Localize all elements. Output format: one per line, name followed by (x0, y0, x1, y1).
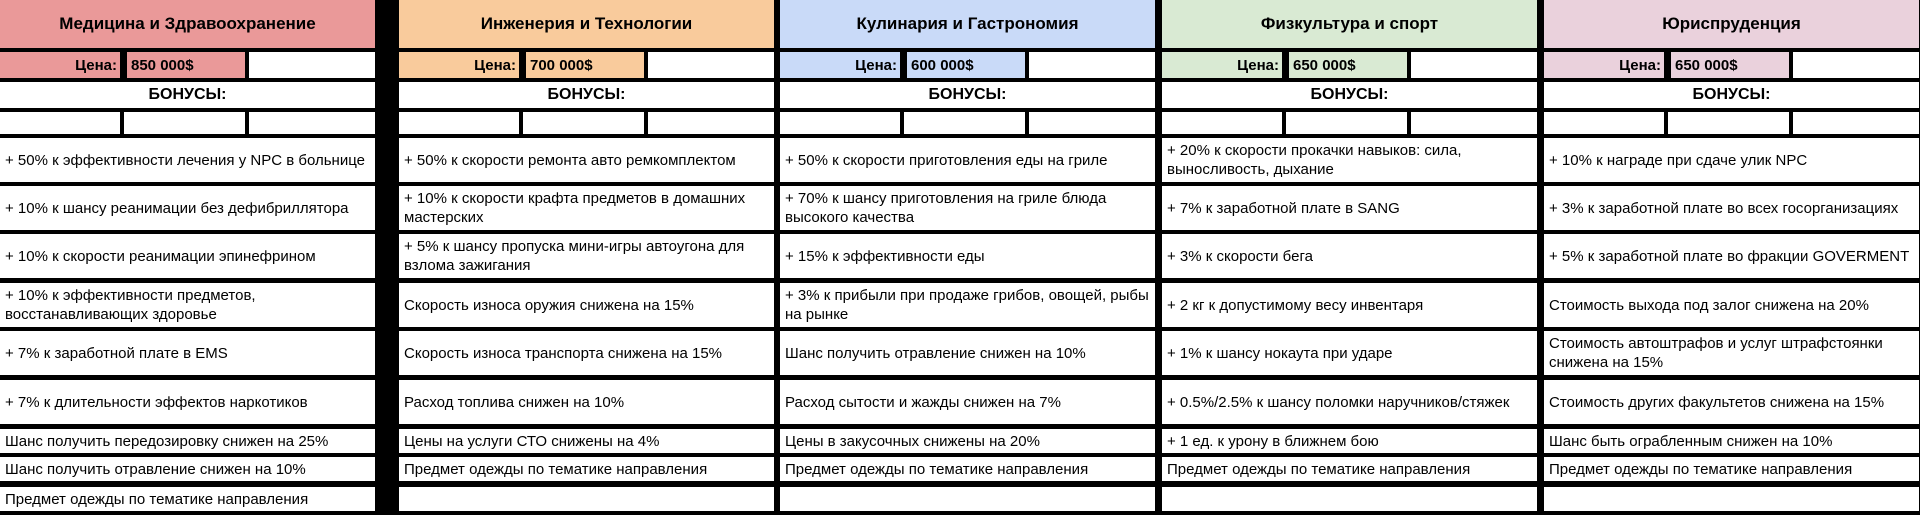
bonus-item: + 20% к скорости прокачки навыков: сила, выносливость, дыхание (1162, 138, 1537, 182)
bonus-item: + 7% к заработной плате в EMS (0, 331, 375, 375)
price-row (0, 52, 375, 78)
bonus-item: Стоимость автоштрафов и услуг штрафстоянки снижена на 15% (1544, 331, 1919, 375)
faculty-column-sport (1162, 0, 1537, 515)
bonus-item: + 10% к скорости крафта предметов в домашних мастерских (399, 186, 774, 230)
bonus-item: + 3% к скорости бега (1162, 234, 1537, 278)
price-label: Цена: (780, 52, 900, 78)
price-row (1162, 52, 1537, 78)
empty-cell (1411, 112, 1537, 134)
price-row (399, 52, 774, 78)
bonus-item: Цены в закусочных снижены на 20% (780, 429, 1155, 453)
bonus-item: + 70% к шансу приготовления на гриле блюда высокого качества (780, 186, 1155, 230)
price-empty-cell (1411, 52, 1537, 78)
bonus-item: Предмет одежды по тематике направления (399, 457, 774, 481)
faculty-header: Кулинария и Гастрономия (780, 0, 1155, 48)
bonus-item: + 0.5%/2.5% к шансу поломки наручников/стяжек (1162, 380, 1537, 424)
price-label: Цена: (0, 52, 120, 78)
bonus-item: Скорость износа оружия снижена на 15% (399, 283, 774, 327)
bonus-item: Расход сытости и жажды снижен на 7% (780, 380, 1155, 424)
bonus-item (1162, 487, 1537, 511)
bonus-item: + 10% к эффективности предметов, восстанавливающих здоровье (0, 283, 375, 327)
bonus-item: + 7% к заработной плате в SANG (1162, 186, 1537, 230)
price-label: Цена: (1544, 52, 1664, 78)
bonus-item: + 3% к прибыли при продаже грибов, овощей, рыбы на рынке (780, 283, 1155, 327)
bonus-item: + 10% к скорости реанимации эпинефрином (0, 234, 375, 278)
price-value: 700 000$ (523, 52, 644, 78)
price-empty-cell (1029, 52, 1155, 78)
empty-cell (1793, 112, 1919, 134)
bonus-item: Шанс быть ограбленным снижен на 10% (1544, 429, 1919, 453)
price-label: Цена: (1162, 52, 1282, 78)
bonus-item: Предмет одежды по тематике направления (1162, 457, 1537, 481)
empty-cell (523, 112, 644, 134)
empty-cell (1029, 112, 1155, 134)
bonus-item: + 50% к эффективности лечения у NPC в больнице (0, 138, 375, 182)
bonus-item: + 5% к шансу пропуска мини-игры автоугона для взлома зажигания (399, 234, 774, 278)
price-value: 650 000$ (1668, 52, 1789, 78)
bonus-heading: БОНУСЫ: (1544, 82, 1919, 108)
bonus-heading: БОНУСЫ: (1162, 82, 1537, 108)
faculty-column-engineering (399, 0, 774, 515)
faculty-column-law (1544, 0, 1919, 515)
bonus-item: Расход топлива снижен на 10% (399, 380, 774, 424)
bonus-item: + 50% к скорости ремонта авто ремкомплектом (399, 138, 774, 182)
empty-cell (0, 112, 120, 134)
price-row (780, 52, 1155, 78)
faculty-column-medicine (0, 0, 375, 515)
faculty-header: Физкультура и спорт (1162, 0, 1537, 48)
faculty-header: Юриспруденция (1544, 0, 1919, 48)
price-empty-cell (249, 52, 375, 78)
faculty-header: Инженерия и Технологии (399, 0, 774, 48)
empty-cell (1286, 112, 1407, 134)
bonus-item: Стоимость выхода под залог снижена на 20% (1544, 283, 1919, 327)
bonus-heading: БОНУСЫ: (399, 82, 774, 108)
bonus-item: Предмет одежды по тематике направления (1544, 457, 1919, 481)
bonus-item (1544, 487, 1919, 511)
bonus-item: Предмет одежды по тематике направления (0, 487, 375, 511)
bonus-item: + 3% к заработной плате во всех госорганизациях (1544, 186, 1919, 230)
price-value: 850 000$ (124, 52, 245, 78)
price-value: 650 000$ (1286, 52, 1407, 78)
bonus-item: + 10% к награде при сдаче улик NPC (1544, 138, 1919, 182)
bonus-item: Шанс получить отравление снижен на 10% (780, 331, 1155, 375)
empty-cell (1544, 112, 1664, 134)
price-label: Цена: (399, 52, 519, 78)
bonus-item: + 2 кг к допустимому весу инвентаря (1162, 283, 1537, 327)
bonus-item: + 15% к эффективности еды (780, 234, 1155, 278)
bonus-item (399, 487, 774, 511)
bonus-item: + 1 ед. к урону в ближнем бою (1162, 429, 1537, 453)
bonus-item: + 50% к скорости приготовления еды на гриле (780, 138, 1155, 182)
empty-cell (780, 112, 900, 134)
bonus-item: Шанс получить передозировку снижен на 25% (0, 429, 375, 453)
bonus-item: Стоимость других факультетов снижена на 15% (1544, 380, 1919, 424)
empty-cell (1668, 112, 1789, 134)
bonus-item (780, 487, 1155, 511)
bonus-heading: БОНУСЫ: (0, 82, 375, 108)
empty-cell (904, 112, 1025, 134)
bonus-item: + 1% к шансу нокаута при ударе (1162, 331, 1537, 375)
bonus-heading: БОНУСЫ: (780, 82, 1155, 108)
price-value: 600 000$ (904, 52, 1025, 78)
bonus-item: Цены на услуги СТО снижены на 4% (399, 429, 774, 453)
empty-cell (399, 112, 519, 134)
faculty-column-culinary (780, 0, 1155, 515)
bonus-item: Предмет одежды по тематике направления (780, 457, 1155, 481)
empty-cell (1162, 112, 1282, 134)
bonus-item: Шанс получить отравление снижен на 10% (0, 457, 375, 481)
bonus-item: + 10% к шансу реанимации без дефибриллятора (0, 186, 375, 230)
price-empty-cell (1793, 52, 1919, 78)
price-row (1544, 52, 1919, 78)
faculty-header: Медицина и Здравоохранение (0, 0, 375, 48)
bonus-item: + 5% к заработной плате во фракции GOVERMENT (1544, 234, 1919, 278)
bonus-item: + 7% к длительности эффектов наркотиков (0, 380, 375, 424)
empty-cell (648, 112, 774, 134)
empty-cell (249, 112, 375, 134)
price-empty-cell (648, 52, 774, 78)
bonus-item: Скорость износа транспорта снижена на 15% (399, 331, 774, 375)
empty-cell (124, 112, 245, 134)
